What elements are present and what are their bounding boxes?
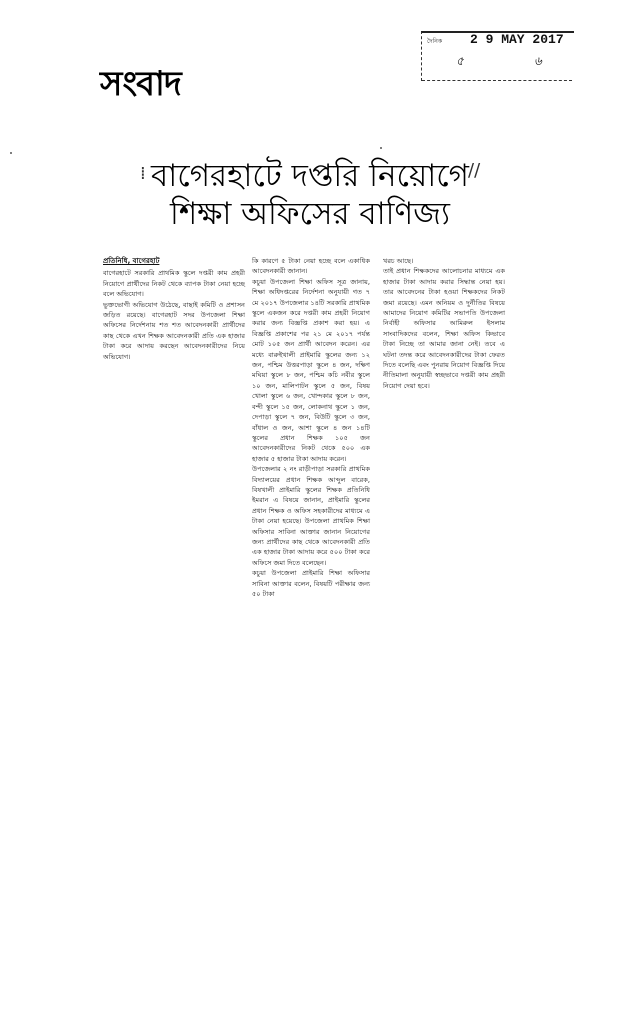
article-byline: প্রতিনিধি, বাগেরহাট — [103, 257, 160, 265]
clip-mark-right: // — [468, 160, 481, 181]
article-headline — [130, 157, 490, 233]
date-stamp — [421, 31, 574, 81]
paragraph: কচুয়া উপজেলা শিক্ষা অফিস সূত্র জানায়, শিক্ষা অধিদপ্তরের নির্দেশনা অনুযায়ী গত ৭ মে ২০১৭ উপজেলার ১৪টি সরকারি প্রাথমিক স্কুলে একজন করে দপ্তরী কাম প্রহরী নিয়োগ করার জন্য বিজ্ঞপ্তি প্রকাশ করা হয়। এ বিজ্ঞপ্তি প্রকাশের পর ২১ মে ২০১৭ পর্যন্ত মোট ১০৫ জন প্রার্থী আবেদন করেন। এর মধ্যে বারুইখালী প্রাইমারি স্কুলের জন্য ১২ জন, পশ্চিম উত্তরপাড়া স্কুলে ৪ জন, দক্ষিণ মঘিয়া স্কুলে ৮ জন, পশ্চিম কচি নবীর স্কুলে ১০ জন, মালিপাটন স্কুলে ৫ জন, বিষয় খোলা স্কুলে ৬ জন, খোন্দকার স্কুলে ৮ জন, বন্দী স্কুলে ১৫ জন, লোকনাথ স্কুলে ১ জন, দেপাড়া স্কুলে ৭ জন, বিউটি স্কুলে ৩ জন, বাঁধাল ও জন, আশা স্কুলে ৪ জন ১৪টি স্কুলের প্রধান শিক্ষক ১০৫ জন আবেদনকারীদের নিকট থেকে ৫০০ এক হাজার ৫ হাজার টাকা আদায় করেন। — [252, 277, 370, 463]
paragraph: তাই প্রধান শিক্ষকদের আলোচনার মাধ্যমে এক হাজার টাকা আদায় করার সিদ্ধান্ত নেয়া হয়। তার আবেদনের টাকা হওয়া শিক্ষকদের নিকট জমা রয়েছে। এমন অনিয়ম ও দুর্নীতির বিষয়ে আমাদের নিয়োগ কমিটির সভাপতি উপজেলা নির্বাহী অফিসার আমিরুল ইসলাম সাংবাদিকদের বলেন, শিক্ষা অফিস কিভাবে টাকা নিচ্ছে তা আমার জানা নেই। তবে এ ঘটনা তদন্ত করে আবেদনকারীদের টাকা ফেরত দিতে বলেছি এবং পুনরায় নিয়োগ বিজ্ঞপ্তি দিয়ে নীতিমালা অনুযায়ী স্বচ্ছভাবে দপ্তরী কাম প্রহরী নিয়োগ দেয়া হবে। — [383, 267, 505, 390]
stamp-column-mark: ৬ — [534, 54, 542, 68]
paragraph: ভুক্তভোগী অভিযোগ উঠেছে, বাছাই কমিটি ও প্রশাসন জড়িত রয়েছে। বাগেরহাট সদর উপজেলা শিক্ষা অফিসের নির্দেশনায় শত শত আবেদনকারী প্রার্থীদের কাছ থেকে এখন শিক্ষক আবেদনকারী প্রতি এক হাজার টাকা করে আদায় করছেন আবেদনকারীদের নিয়ে অভিযোগ। — [103, 300, 245, 361]
article-column-2 — [252, 256, 370, 599]
paragraph: খরচ আছে। — [383, 257, 414, 265]
clip-mark-left: ⁞ — [140, 163, 146, 184]
stamp-divider — [422, 80, 572, 81]
stamp-date: 2 9 MAY 2017 — [470, 32, 564, 47]
stamp-page-mark: ৫ — [456, 54, 464, 68]
newspaper-masthead: সংবাদ — [100, 64, 181, 104]
scan-speck — [380, 147, 382, 149]
stamp-source-label: দৈনিক — [427, 38, 443, 45]
paragraph: কচুয়া উপজেলা প্রাইমারি শিক্ষা অফিসার সাবিনা আক্তার বলেন, বিষয়টি পরীক্ষার জন্য ৫০ টাকা — [252, 569, 370, 598]
paragraph: উপজেলার ২ নং রাড়ীপাড়া সরকারি প্রাথমিক বিদ্যালয়ের প্রধান শিক্ষক আব্দুল বারেক, বিষখালী প্রাইমারি স্কুলের শিক্ষক প্রতিনিধি ইমরান এ বিষয়ে জানান, প্রাইমারি স্কুলের প্রধান শিক্ষক ও অফিস সহকারীদের মাধ্যমে এ টাকা নেয়া হয়েছে। উপজেলা প্রাথমিক শিক্ষা অফিসার সাবিনা আক্তার জানান নিয়োগের জন্য প্রার্থীদের কাছ থেকে আবেদনকারী প্রতি এক হাজার টাকা আদায় করে ৫০০ টাকা করে অফিসে জমা দিতে বলেছেন। — [252, 465, 370, 567]
scan-speck — [10, 152, 12, 154]
article-column-1 — [103, 256, 245, 362]
headline-line-1: বাগেরহাটে দপ্তরি নিয়োগে — [151, 158, 469, 194]
paragraph: কি কারণে ৫ টাকা নেয়া হচ্ছে বলে একাধিক আবেদনকারী জানান। — [252, 257, 370, 276]
headline-line-2: শিক্ষা অফিসের বাণিজ্য — [170, 196, 450, 232]
paragraph: বাগেরহাটে সরকারি প্রাথমিক স্কুলে দপ্তরী কাম প্রহরী নিয়োগে প্রার্থীদের নিকট থেকে ব্যাপক টাকা নেয়া হচ্ছে বলে অভিযোগ। — [103, 269, 245, 299]
article-column-3 — [383, 256, 505, 391]
